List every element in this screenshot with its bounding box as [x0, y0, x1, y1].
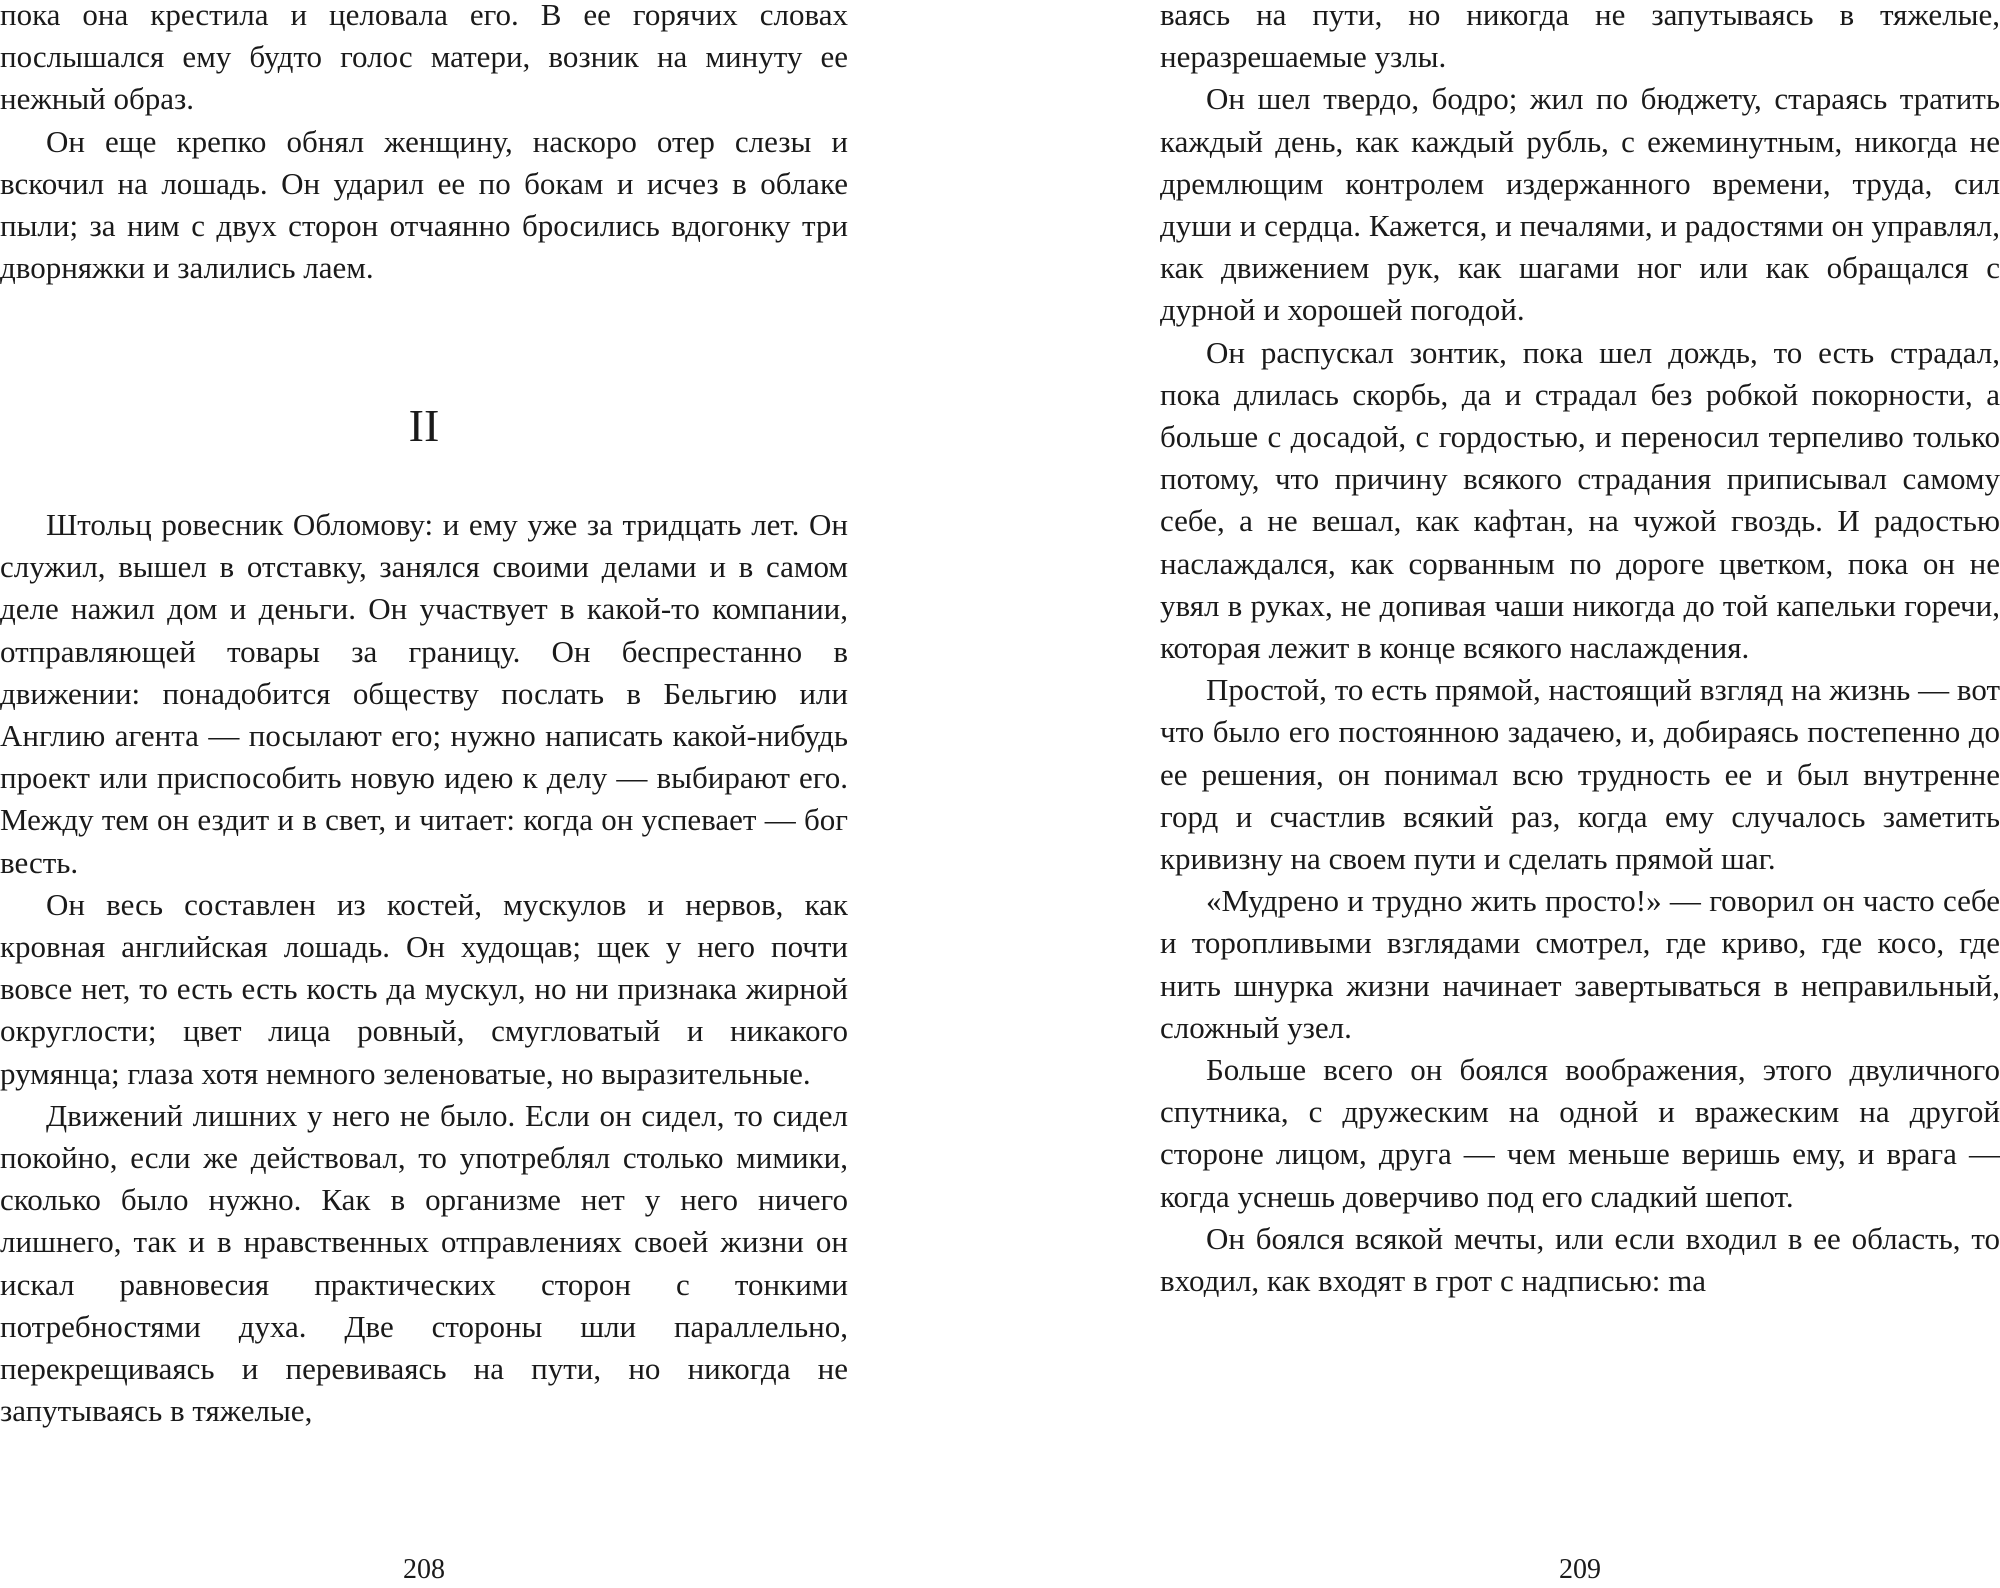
paragraph: Штольц ровесник Обломову: и ему уже за тридцать лет. Он служил, вышел в отставку, занялся своими делами и в самом деле нажил дом и деньги. Он участвует в какой-то компании, отправляющей товары за границу. Он беспрестанно в движении: понадобится обществу послать в Бельгию или Англию агента — посылают его; нужно написать какой-нибудь проект или приспособить новую идею к делу — выбирают его. Между тем он ездит и в свет, и читает: когда он успевает — бог весть.	[0, 507, 848, 880]
paragraph: Движений лишних у него не было. Если он сидел, то сидел покойно, если же действовал, то употреблял столько мимики, сколько было нужно. Как в организме нет у него ничего лишнего, так и в нравственных отправлениях своей жизни он искал равновесия практических сторон с тонкими потребностями духа. Две стороны шли параллельно, перекрещиваясь и перевиваясь на пути, но никогда не запутываясь в тяжелые,	[0, 1097, 848, 1429]
page-number: 208	[403, 1554, 445, 1585]
paragraph: Он шел твердо, бодро; жил по бюджету, стараясь тратить каждый день, как каждый рубль, с ежеминутным, никогда не дремлющим контролем издержанного времени, труда, сил души и сердца. Кажется, и печалями, и радостями он управлял, как движением рук, как шагами ног или как обращался с дурной и хорошей погодой.	[1160, 81, 2000, 328]
paragraph: Он боялся всякой мечты, или если входил в ее область, то входил, как входят в грот с надписью: ma	[1160, 1220, 2000, 1299]
paragraph: Он весь составлен из костей, мускулов и нервов, как кровная английская лошадь. Он худощав; щек у него почти вовсе нет, то есть есть кость да мускул, но ни признака жирной округлости; цвет лица ровный, смугловатый и никакого румянца; глаза хотя немного зеленоватые, но выразительные.	[0, 886, 848, 1091]
page-number: 209	[1559, 1554, 1601, 1585]
paragraph: Он еще крепко обнял женщину, наскоро отер слезы и вскочил на лошадь. Он ударил ее по бокам и исчез в облаке пыли; за ним с двух сторон отчаянно бросились вдогонку три дворняжки и залились лаем.	[0, 123, 848, 286]
chapter-heading: II	[408, 400, 440, 451]
right-main-text	[1160, 0, 2000, 1302]
right-page	[1160, 0, 2000, 1588]
paragraph: Больше всего он боялся воображения, этого двуличного спутника, с дружеским на одной и вражеским на другой стороне лицом, друга — чем меньше веришь ему, и врага — когда уснешь доверчиво под его сладкий шепот.	[1160, 1052, 2000, 1214]
left-top-text	[0, 0, 848, 289]
left-page	[0, 0, 848, 1588]
paragraph: «Мудрено и трудно жить просто!» — говорил он часто себе и торопливыми взглядами смотрел, где криво, где косо, где нить шнурка жизни начинает завертываться в неправильный, сложный узел.	[1160, 883, 2000, 1045]
left-main-text	[0, 504, 848, 1432]
paragraph: Простой, то есть прямой, настоящий взгляд на жизнь — вот что было его постоянною задачею, и, добираясь постепенно до ее решения, он понимал всю трудность ее и был внутренне горд и счастлив всякий раз, когда ему случалось заметить кривизну на своем пути и сделать прямой шаг.	[1160, 672, 2000, 877]
paragraph: Он распускал зонтик, пока шел дождь, то есть страдал, пока длилась скорбь, да и страдал без робкой покорности, а больше с досадой, с гордостью, и переносил терпеливо только потому, что причину всякого страдания приписывал самому себе, а не вешал, как кафтан, на чужой гвоздь. И радостью наслаждался, как сорванным по дороге цветком, пока он не увял в руках, не допивая чаши никогда до той капельки горечи, которая лежит в конце всякого наслаждения.	[1160, 334, 2000, 666]
paragraph: пока она крестила и целовала его. В ее горячих словах послышался ему будто голос матери, возник на минуту ее нежный образ.	[0, 0, 848, 117]
paragraph: ваясь на пути, но никогда не запутываясь в тяжелые, неразрешаемые узлы.	[1160, 0, 2000, 75]
